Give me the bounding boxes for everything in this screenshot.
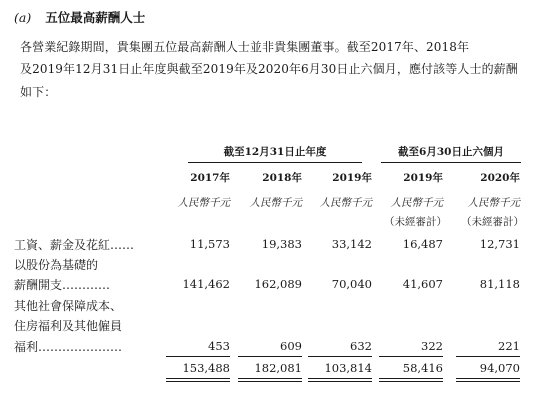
- group-header-six-months: 截至6月30日止六個月: [398, 146, 504, 158]
- sum-rule: [238, 356, 302, 357]
- total-cell: 58,416: [402, 361, 443, 375]
- table-cell: 221: [498, 339, 520, 353]
- group-header-year-ended: 截至12月31日止年度: [223, 146, 327, 158]
- unaudited-note: （未經審計）: [461, 216, 524, 228]
- total-cell: 94,070: [479, 361, 520, 375]
- table-cell: 12,731: [479, 237, 520, 251]
- table-cell: 322: [421, 339, 443, 353]
- table-cell: 16,487: [402, 237, 443, 251]
- sum-rule: [456, 356, 520, 357]
- double-rule: [456, 381, 520, 382]
- table-cell: 632: [350, 339, 372, 353]
- year-header: 2019年: [403, 172, 443, 184]
- sum-rule: [379, 356, 443, 357]
- row-label-share-based: 以股份為基礎的: [14, 258, 99, 272]
- table-cell: 70,040: [331, 277, 372, 291]
- row-label-salaries: 工資、薪金及花紅……: [14, 238, 135, 252]
- table-cell: 609: [280, 339, 302, 353]
- double-rule: [166, 378, 230, 379]
- sum-rule: [166, 356, 230, 357]
- double-rule: [238, 378, 302, 379]
- section-title: 五位最高薪酬人士: [45, 10, 146, 25]
- total-cell: 153,488: [182, 361, 230, 375]
- double-rule: [308, 381, 372, 382]
- double-rule: [166, 381, 230, 382]
- table-cell: 11,573: [189, 237, 230, 251]
- intro-line-1: 各營業紀錄期間，貴集團五位最高薪酬人士並非貴集團董事。截至2017年、2018年: [20, 40, 470, 54]
- group-header-rule: [188, 162, 362, 163]
- year-header: 2018年: [262, 172, 302, 184]
- double-rule: [456, 378, 520, 379]
- year-header: 2017年: [190, 172, 230, 184]
- double-rule: [379, 381, 443, 382]
- unit-label: 人民幣千元: [390, 197, 443, 209]
- table-cell: 41,607: [402, 277, 443, 291]
- intro-line-2: 及2019年12月31日止年度與截至2019年及2020年6月30日止六個月，應付該等人士的薪酬: [20, 62, 518, 76]
- section-marker: (a): [14, 10, 32, 25]
- intro-line-3: 如下：: [20, 85, 57, 99]
- table-cell: 141,462: [182, 277, 230, 291]
- double-rule: [379, 378, 443, 379]
- unit-label: 人民幣千元: [467, 197, 520, 209]
- section-heading: [14, 8, 145, 26]
- sum-rule: [308, 356, 372, 357]
- table-cell: 453: [208, 339, 230, 353]
- unit-label: 人民幣千元: [249, 197, 302, 209]
- double-rule: [238, 381, 302, 382]
- year-header: 2020年: [480, 172, 520, 184]
- unaudited-note: （未經審計）: [384, 216, 447, 228]
- table-cell: 33,142: [331, 237, 372, 251]
- row-label-other-benefits: 住房福利及其他僱員: [14, 319, 123, 333]
- unit-label: 人民幣千元: [177, 197, 230, 209]
- group-header-rule: [381, 162, 521, 163]
- row-label-other-benefits: 福利…………………: [14, 340, 123, 354]
- row-label-share-based: 薪酬開支…………: [14, 278, 111, 292]
- unit-label: 人民幣千元: [319, 197, 372, 209]
- total-cell: 103,814: [324, 361, 372, 375]
- row-label-other-benefits: 其他社會保障成本、: [14, 299, 123, 313]
- table-cell: 81,118: [479, 277, 520, 291]
- total-cell: 182,081: [254, 361, 302, 375]
- double-rule: [308, 378, 372, 379]
- table-cell: 19,383: [261, 237, 302, 251]
- year-header: 2019年: [332, 172, 372, 184]
- table-cell: 162,089: [254, 277, 302, 291]
